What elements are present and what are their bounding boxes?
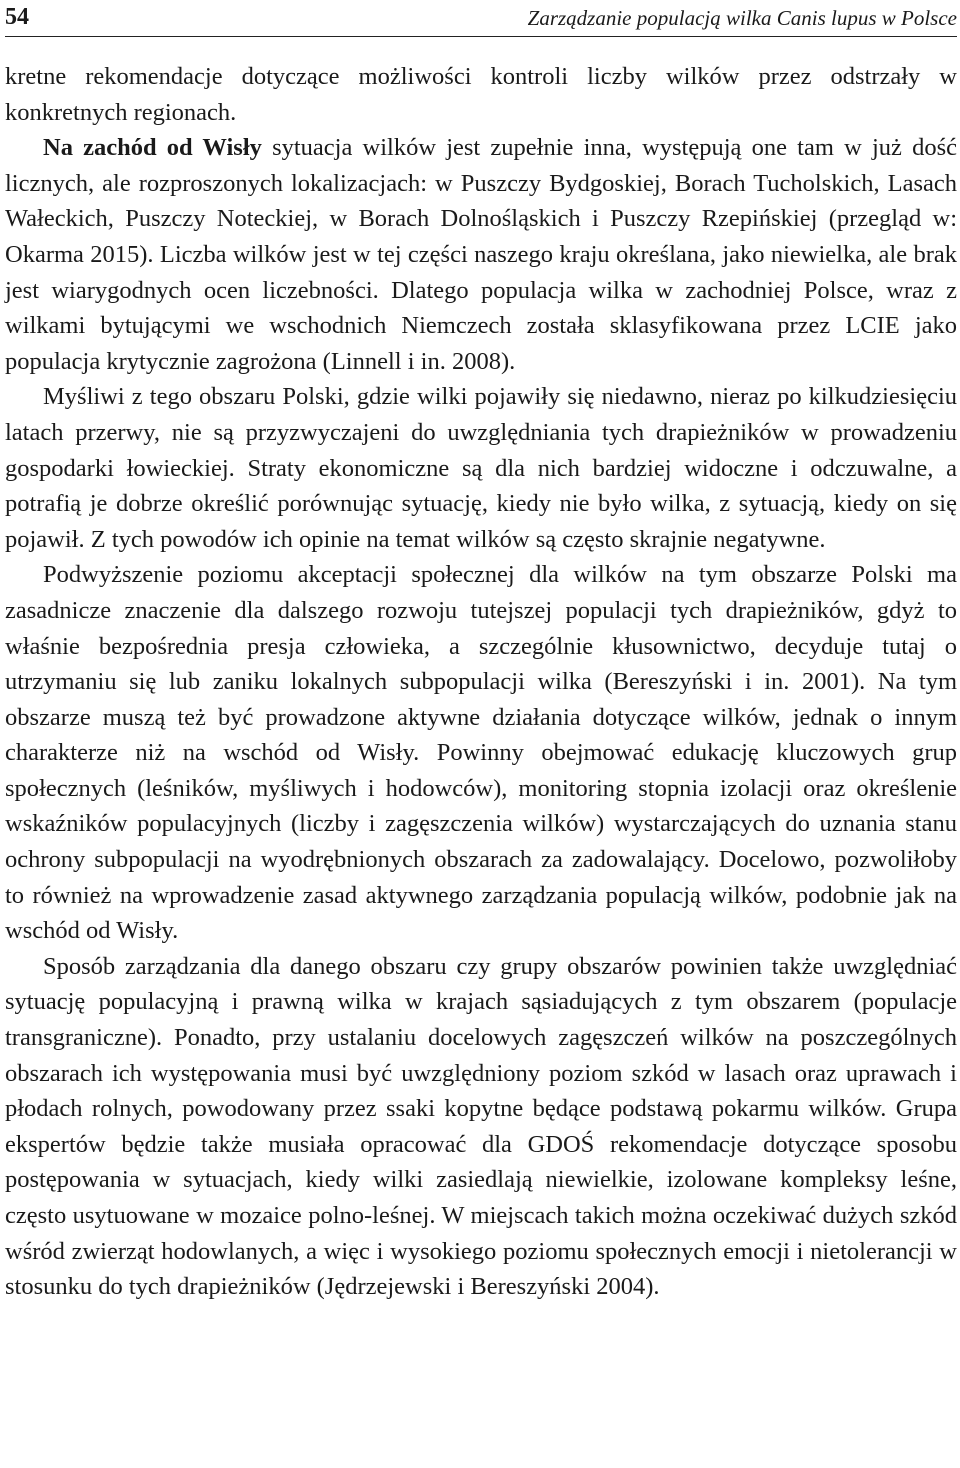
paragraph-management (5, 949, 957, 1305)
body-text (5, 59, 957, 1305)
paragraph-bold-lead: Na zachód od Wisły (43, 134, 262, 162)
document-page (5, 0, 957, 1305)
paragraph-social-acceptance (5, 557, 957, 949)
paragraph-hunters (5, 379, 957, 557)
page-number: 54 (5, 4, 29, 30)
paragraph-text: Sposób zarządzania dla danego obszaru czy grupy obszarów powinien także uwzględniać sytuację populacyjną i prawną wilka w krajach sąsiadujących z tym obszarem (populacje transgraniczne). Ponadto, przy ustalaniu docelowych zagęszczeń wilków na poszczególnych obszarach ich występowania musi być uwzględniony poziom szkód w lasach oraz uprawach i płodach rolnych, powodowany przez ssaki kopytne będące podstawą pokarmu wilków. Grupa ekspertów będzie także musiała opracować dla GDOŚ rekomendacje dotyczące sposobu postępowania w sytuacjach, kiedy wilki zasiedlają niewielkie, izolowane kompleksy leśne, często usytuowane w mozaice polno-leśnej. W miejscach takich można oczekiwać dużych szkód wśród zwierząt hodowlanych, a więc i wysokiego poziomu społecznych emocji i nietolerancji w stosunku do tych drapieżników (Jędrzejewski i Bereszyński 2004). (5, 952, 957, 1301)
paragraph-text: Myśliwi z tego obszaru Polski, gdzie wilki pojawiły się niedawno, nieraz po kilkudziesięciu latach przerwy, nie są przyzwyczajeni do uwzględniania tych drapieżników w prowadzeniu gospodarki łowieckiej. Straty ekonomiczne są dla nich bardziej widoczne i odczuwalne, a potrafią je dobrze określić porównując sytuację, kiedy nie było wilka, z sytuacją, kiedy on się pojawił. Z tych powodów ich opinie na temat wilków są często skrajnie negatywne. (5, 383, 957, 553)
paragraph-continuation (5, 59, 957, 130)
running-title: Zarządzanie populacją wilka Canis lupus w Polsce (527, 6, 957, 30)
paragraph-text: kretne rekomendacje dotyczące możliwości kontroli liczby wilków przez odstrzały w konkretnych regionach. (5, 63, 957, 126)
paragraph-text: sytuacja wilków jest zupełnie inna, występują one tam w już dość licznych, ale rozproszonych lokalizacjach: w Puszczy Bydgoskiej, Borach Tucholskich, Lasach Wałeckich, Puszczy Noteckiej, w Borach Dolnośląskich i Puszczy Rzepińskiej (przegląd w: Okarma 2015). Liczba wilków jest w tej części naszego kraju określana, jako niewielka, ale brak jest wiarygodnych ocen liczebności. Dlatego populacja wilka w zachodniej Polsce, wraz z wilkami bytującymi we wschodnich Niemczech została sklasyfikowana przez LCIE jako populacja krytycznie zagrożona (Linnell i in. 2008). (5, 134, 957, 375)
paragraph-west-of-vistula (5, 130, 957, 379)
paragraph-text: Podwyższenie poziomu akceptacji społecznej dla wilków na tym obszarze Polski ma zasadnicze znaczenie dla dalszego rozwoju tutejszej populacji tych drapieżników, gdyż to właśnie bezpośrednia presja człowieka, a szczególnie kłusownictwo, decyduje tutaj o utrzymaniu się lub zaniku lokalnych subpopulacji wilka (Bereszyński i in. 2001). Na tym obszarze muszą też być prowadzone aktywne działania dotyczące wilków, jednak o innym charakterze niż na wschód od Wisły. Powinny obejmować edukację kluczowych grup społecznych (leśników, myśliwych i hodowców), monitoring stopnia izolacji oraz określenie wskaźników populacyjnych (liczby i zagęszczenia wilków) wystarczających do uznania stanu ochrony subpopulacji na wyodrębnionych obszarach za zadowalający. Docelowo, pozwoliłoby to również na wprowadzenie zasad aktywnego zarządzania populacją wilków, podobnie jak na wschód od Wisły. (5, 561, 957, 945)
page-header (5, 0, 957, 37)
